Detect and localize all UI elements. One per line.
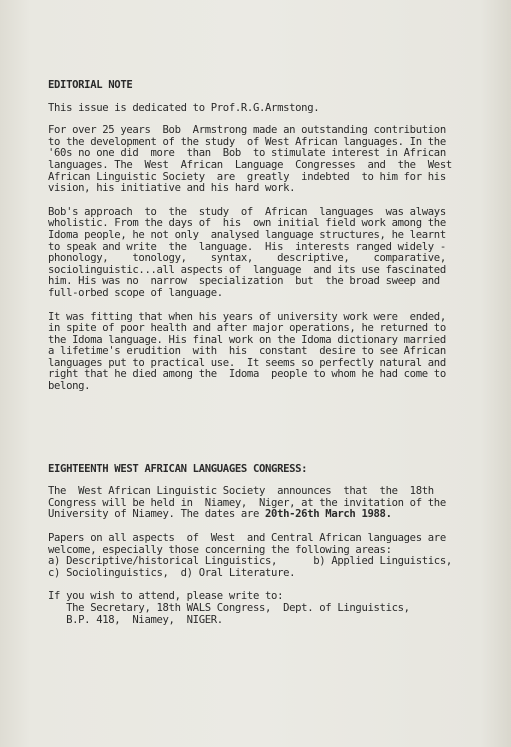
text-line: B.P. 418, Niamey, NIGER.	[48, 613, 223, 626]
text-line: in spite of poor health and after major operations, he returned to	[48, 322, 446, 335]
text-line: sociolinguistic...all aspects of language and its use fascinated	[48, 263, 446, 276]
text-line: full-orbed scope of language.	[48, 286, 223, 299]
editorial-paragraph-3	[48, 312, 468, 393]
text-line: The West African Linguistic Society announces that the 18th	[48, 485, 434, 498]
text-line: wholistic. From the days of his own initial field work among the	[48, 217, 446, 230]
text-line	[48, 509, 468, 521]
text-line: If you wish to attend, please write to:	[48, 590, 284, 603]
dedication-line: This issue is dedicated to Prof.R.G.Armstong.	[48, 101, 320, 114]
text-line: the Idoma language. His final work on the Idoma dictionary married	[48, 333, 446, 346]
editorial-paragraph-2	[48, 207, 468, 300]
editorial-paragraph-1	[48, 125, 468, 195]
text-line: to speak and write the language. His interests ranged widely -	[48, 240, 446, 253]
text-line: Bob's approach to the study of African languages was always	[48, 205, 446, 218]
text-line: The Secretary, 18th WALS Congress, Dept. of Linguistics,	[48, 602, 410, 614]
congress-heading: EIGHTEENTH WEST AFRICAN LANGUAGES CONGRESS:	[48, 462, 308, 475]
congress-announcement	[48, 486, 468, 521]
text-line: For over 25 years Bob Armstrong made an outstanding contribution	[48, 124, 446, 137]
text-line: c) Sociolinguistics, d) Oral Literature.	[48, 566, 296, 579]
text-line: welcome, especially those concerning the following areas:	[48, 543, 392, 556]
text-line: Congress will be held in Niamey, Niger, at the invitation of the	[48, 496, 446, 509]
page-content	[48, 80, 468, 626]
text-line: to the development of the study of West African languages. In the	[48, 135, 446, 148]
text-line: African Linguistic Society are greatly indebted to him for his	[48, 170, 446, 183]
text-fragment: University of Niamey. The dates are	[48, 508, 266, 521]
text-line: a lifetime's erudition with his constant desire to see African	[48, 345, 446, 358]
text-line: vision, his initiative and his hard work.	[48, 182, 296, 195]
text-line: languages. The West African Language Congresses and the West	[48, 158, 452, 171]
text-line: '60s no one did more than Bob to stimulate interest in African	[48, 147, 446, 160]
text-line: a) Descriptive/historical Linguistics, b) Applied Linguistics,	[48, 555, 452, 568]
text-line: languages put to practical use. It seems so perfectly natural and	[48, 356, 446, 369]
text-line: Papers on all aspects of West and Central African languages are	[48, 532, 446, 545]
editorial-heading: EDITORIAL NOTE	[48, 79, 133, 91]
text-line: phonology, tonology, syntax, descriptive, comparative,	[48, 252, 446, 265]
text-line: him. His was no narrow specialization but the broad sweep and	[48, 275, 440, 288]
text-line: belong.	[48, 380, 91, 393]
text-line: right that he died among the Idoma people to whom he had come to	[48, 368, 446, 381]
contact-paragraph	[48, 591, 468, 626]
papers-paragraph	[48, 533, 468, 579]
text-line: Idoma people, he not only analysed language structures, he learnt	[48, 228, 446, 241]
text-line: It was fitting that when his years of university work were ended,	[48, 310, 446, 323]
congress-dates: 20th-26th March 1988.	[265, 508, 392, 521]
